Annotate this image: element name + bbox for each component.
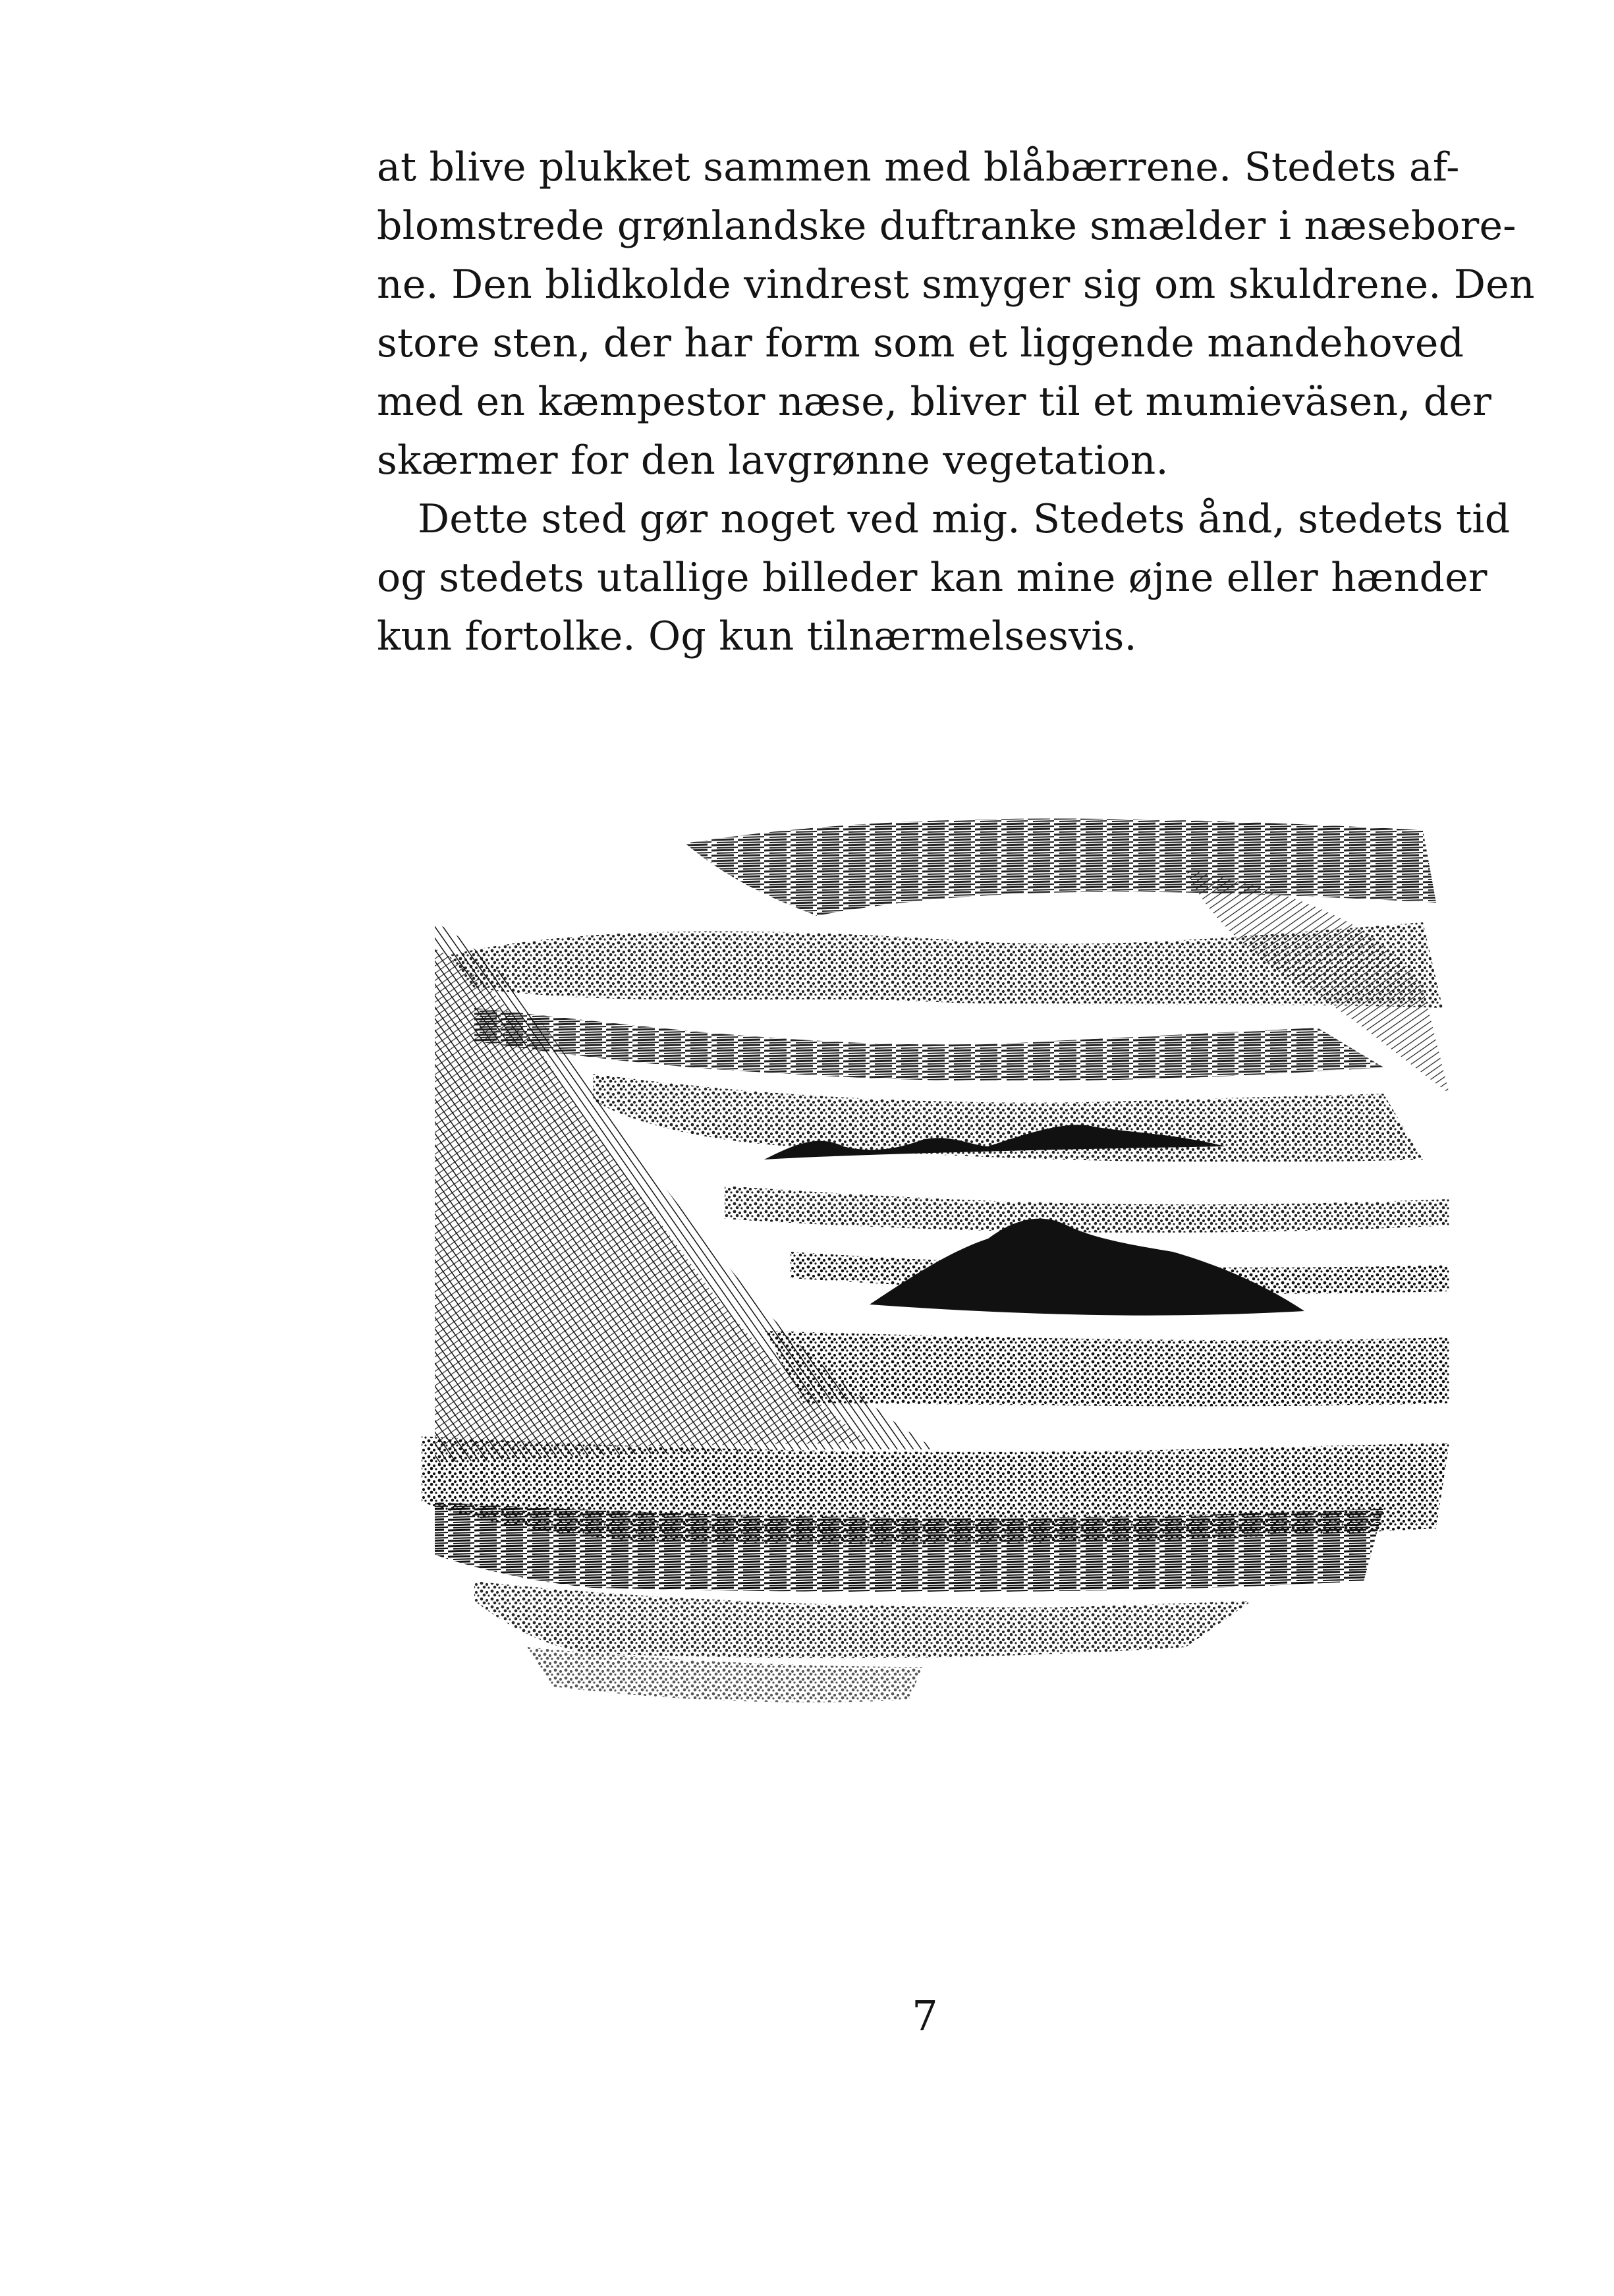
text-line: blomstrede grønlandske duftranke smælder i næsebore- [377,203,1517,249]
body-text [377,138,1535,666]
text-line: store sten, der har form som et liggende mandehoved [377,320,1464,366]
text-line: og stedets utallige billeder kan mine øjne eller hænder [377,555,1488,601]
text-line: ne. Den blidkolde vindrest smyger sig om skuldrene. Den [377,262,1535,308]
text-line: kun fortolke. Og kun tilnærmelsesvis. [377,613,1137,659]
page-number: 7 [912,1992,938,2040]
text-line: skærmer for den lavgrønne vegetation. [377,437,1169,484]
text-line: Dette sted gør noget ved mig. Stedets ånd, stedets tid [418,496,1511,542]
text-line: med en kæmpestor næse, bliver til et mumieväsen, der [377,379,1492,425]
text-line: at blive plukket sammen med blåbærrene. Stedets af- [377,144,1460,190]
landscape-illustration [395,791,1462,1805]
